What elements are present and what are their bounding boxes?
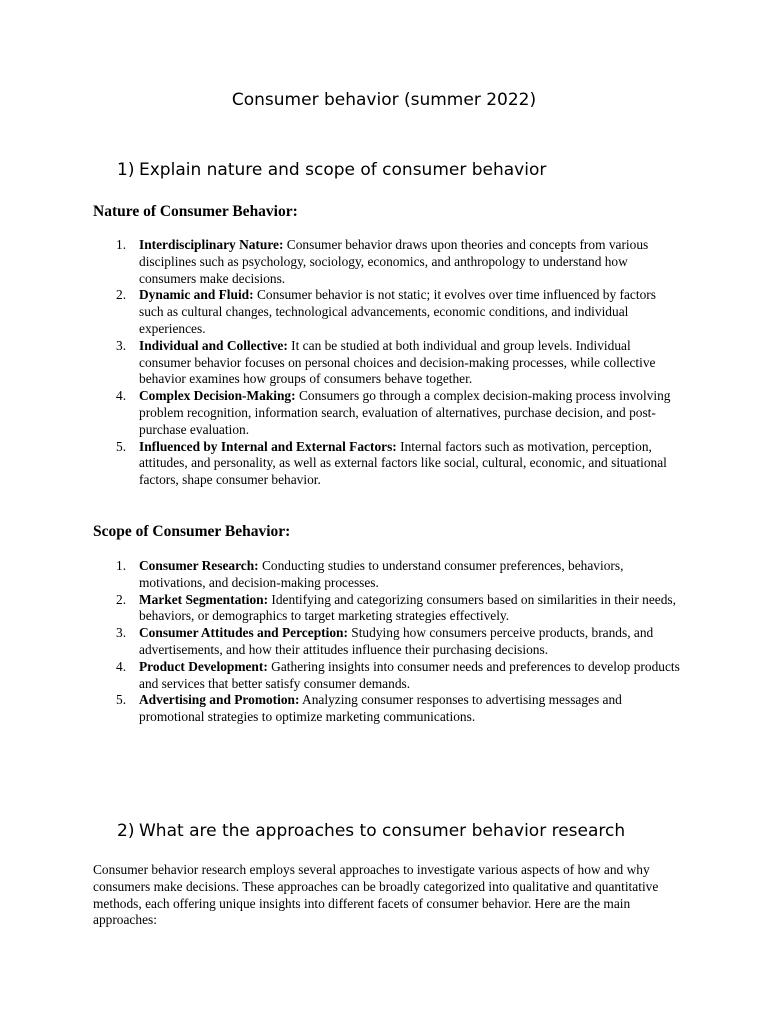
list-item-term: Advertising and Promotion: <box>139 692 300 708</box>
nature-list <box>93 237 683 489</box>
list-marker: 2. <box>116 287 127 303</box>
list-item <box>93 692 683 726</box>
list-item <box>93 439 683 489</box>
approaches-intro-paragraph: Consumer behavior research employs several approaches to investigate various aspects of how and why consumers make decisions. These approaches can be broadly categorized into qualitative and quantitative methods, each offering unique insights into different facets of consumer behavior. Here are the main approaches: <box>93 862 659 928</box>
document-title: Consumer behavior (summer 2022) <box>231 90 537 110</box>
list-item-term: Interdisciplinary Nature: <box>139 237 284 252</box>
list-item <box>93 558 683 592</box>
list-marker: 4. <box>116 388 127 404</box>
list-item-term: Complex Decision-Making: <box>139 388 296 404</box>
list-item <box>93 388 683 438</box>
list-item <box>93 237 683 287</box>
list-item-text: Identifying and categorizing consumers based on similarities in their needs, behaviors, or demographics to target marketing strategies effectively. <box>139 591 676 624</box>
nature-heading: Nature of Consumer Behavior: <box>93 203 298 220</box>
list-item <box>93 592 683 626</box>
list-item-text: Conducting studies to understand consumer preferences, behaviors, motivations, and decision-making processes. <box>139 558 624 590</box>
list-item-text: Consumer behavior draws upon theories and concepts from various disciplines such as psychology, sociology, economics, and anthropology to understand how consumers make decisions. <box>139 237 649 286</box>
list-item-term: Individual and Collective: <box>139 337 288 353</box>
scope-list <box>93 558 683 726</box>
question-1-heading <box>117 159 737 181</box>
list-item-text: Consumers go through a complex decision-making process involving problem recognition, information search, evaluation of alternatives, purchase decision, and post-purchase evaluation. <box>139 388 671 437</box>
list-marker: 3. <box>116 337 127 353</box>
list-marker: 5. <box>116 692 127 708</box>
list-item <box>93 625 683 659</box>
list-marker: 5. <box>116 438 127 454</box>
question-1-number: 1) <box>117 160 135 180</box>
list-marker: 2. <box>116 591 127 607</box>
question-2-number: 2) <box>117 821 135 841</box>
scope-heading: Scope of Consumer Behavior: <box>93 523 291 540</box>
list-item-term: Influenced by Internal and External Factors: <box>139 438 397 454</box>
list-marker: 1. <box>116 558 127 573</box>
list-item-term: Consumer Research: <box>139 558 259 573</box>
list-item-term: Product Development: <box>139 658 268 674</box>
list-item-term: Consumer Attitudes and Perception: <box>139 625 348 641</box>
list-marker: 4. <box>116 658 127 674</box>
list-item-text: It can be studied at both individual and group levels. Individual consumer behavior focuses on personal choices and decision-making processes, while collective behavior examines how groups of consumers behave together. <box>139 337 656 387</box>
question-2-heading <box>117 820 737 842</box>
question-2-text: What are the approaches to consumer behavior research <box>139 821 626 841</box>
list-item-text: Consumer behavior is not static; it evolves over time influenced by factors such as cultural changes, technological advancements, economic conditions, and individual experiences. <box>139 287 656 336</box>
list-marker: 1. <box>116 237 127 252</box>
list-item-text: Internal factors such as motivation, perception, attitudes, and personality, as well as external factors like social, cultural, economic, and situational factors, shape consumer behavior. <box>139 438 667 488</box>
list-item-text: Gathering insights into consumer needs and preferences to develop products and services that better satisfy consumer demands. <box>139 658 680 691</box>
list-item-text: Analyzing consumer responses to advertising messages and promotional strategies to optimize marketing communications. <box>139 692 622 725</box>
list-item <box>93 659 683 693</box>
list-item <box>93 287 683 337</box>
list-item-term: Dynamic and Fluid: <box>139 287 254 303</box>
question-1-text: Explain nature and scope of consumer behavior <box>139 160 547 180</box>
list-marker: 3. <box>116 625 127 641</box>
list-item-text: Studying how consumers perceive products, brands, and advertisements, and how their attitudes influence their purchasing decisions. <box>139 625 654 657</box>
list-item-term: Market Segmentation: <box>139 591 269 607</box>
list-item <box>93 338 683 388</box>
